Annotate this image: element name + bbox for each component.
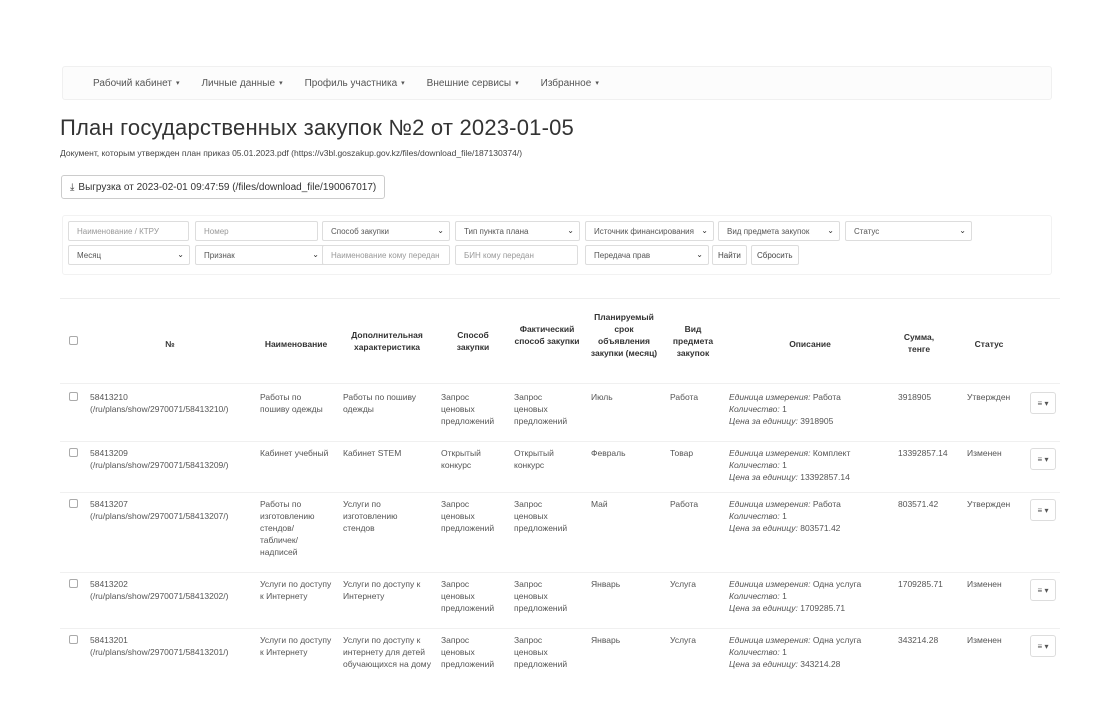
row-description: [729, 578, 889, 614]
row-status: Утвержден: [967, 499, 1011, 509]
row-id: 58413209: [90, 448, 128, 458]
sign-select[interactable]: [195, 245, 325, 265]
unit-label: Единица измерения:: [729, 579, 811, 589]
row-description: [729, 498, 889, 534]
qty-value: 1: [782, 647, 787, 657]
month-select[interactable]: [68, 245, 190, 265]
approval-document-link[interactable]: Документ, которым утвержден план приказ 05.01.2023.pdf (https://v3bl.goszakup.gov.kz/files/download_file/187130374/): [60, 148, 523, 158]
row-checkbox[interactable]: [69, 448, 78, 457]
row-month: Январь: [591, 635, 621, 645]
row-divider: [60, 441, 1060, 442]
row-actual-method: Запрос ценовых предложений: [514, 579, 568, 613]
chevron-down-icon: ▾: [595, 79, 599, 87]
row-divider: [60, 492, 1060, 493]
chevron-down-icon: ⌄: [312, 250, 319, 259]
row-subject-type: Работа: [670, 499, 699, 509]
unit-label: Единица измерения:: [729, 392, 811, 402]
rights-value: Передача прав: [594, 250, 651, 260]
page-title: План государственных закупок №2 от 2023-01-05: [60, 115, 574, 140]
row-actions-menu-icon[interactable]: ≡ ▾: [1030, 448, 1056, 470]
qty-value: 1: [782, 460, 787, 470]
price-label: Цена за единицу:: [729, 659, 798, 669]
download-label: Выгрузка от 2023-02-01 09:47:59 (/files/download_file/190067017): [78, 181, 377, 193]
subject-type-select[interactable]: [718, 221, 840, 241]
row-method: Запрос ценовых предложений: [441, 635, 495, 669]
row-month: Июль: [591, 392, 613, 402]
unit-value: Работа: [812, 392, 841, 402]
row-checkbox[interactable]: [69, 635, 78, 644]
row-actual-method: Открытый конкурс: [514, 448, 554, 470]
row-description: [729, 634, 889, 670]
row-actual-method: Запрос ценовых предложений: [514, 499, 568, 533]
rights-transfer-select[interactable]: [585, 245, 709, 265]
nav-dropdown-personal[interactable]: [201, 78, 282, 89]
qty-label: Количество:: [729, 647, 780, 657]
row-subject-type: Работа: [670, 392, 699, 402]
row-subject-type: Услуга: [670, 635, 696, 645]
nav-dropdown-cabinet[interactable]: [93, 78, 179, 89]
name-ktru-input[interactable]: Наименование / КТРУ: [68, 221, 189, 241]
nav-label: Профиль участника: [304, 77, 398, 89]
row-id: 58413201: [90, 635, 128, 645]
table-top-border: [60, 298, 1060, 299]
qty-label: Количество:: [729, 404, 780, 414]
desc-unit: [729, 634, 889, 646]
row-checkbox[interactable]: [69, 499, 78, 508]
qty-value: 1: [782, 511, 787, 521]
row-method: Запрос ценовых предложений: [441, 499, 495, 533]
desc-qty: [729, 646, 889, 658]
row-actions-menu-icon[interactable]: ≡ ▾: [1030, 499, 1056, 521]
unit-value: Одна услуга: [812, 579, 862, 589]
subject-type-value: Вид предмета закупок: [727, 226, 810, 236]
top-navbar: [62, 66, 1052, 100]
nav-dropdown-favorites[interactable]: [541, 78, 599, 89]
status-select[interactable]: [845, 221, 972, 241]
chevron-down-icon: ▾: [175, 79, 180, 87]
desc-unit: [729, 578, 889, 590]
row-id: 58413210: [90, 392, 128, 402]
nav-label: Рабочий кабинет: [93, 77, 172, 89]
chevron-down-icon: ⌄: [437, 226, 444, 235]
row-actual-method: Запрос ценовых предложений: [514, 635, 568, 669]
row-extra: Услуги по доступу к интернету для детей обучающихся на дому: [343, 635, 431, 669]
row-id: 58413207: [90, 499, 128, 509]
col-method: Способ закупки: [456, 330, 490, 352]
status-value: Статус: [854, 226, 880, 236]
row-name: Услуги по доступу к Интернету: [260, 579, 332, 601]
chevron-down-icon: ⌄: [696, 250, 703, 259]
row-link[interactable]: (/ru/plans/show/2970071/58413201/): [90, 647, 229, 657]
qty-label: Количество:: [729, 460, 780, 470]
row-sum: 3918905: [898, 392, 932, 402]
qty-value: 1: [782, 404, 787, 414]
col-actual-method: Фактический способ закупки: [514, 324, 580, 346]
chevron-down-icon: ⌄: [567, 226, 574, 235]
row-status: Изменен: [967, 448, 1002, 458]
row-status: Изменен: [967, 579, 1002, 589]
row-link[interactable]: (/ru/plans/show/2970071/58413210/): [90, 404, 229, 414]
col-status: Статус: [974, 339, 1004, 349]
qty-label: Количество:: [729, 511, 780, 521]
reset-button[interactable]: Сбросить: [751, 245, 799, 265]
row-actions-menu-icon[interactable]: ≡ ▾: [1030, 392, 1056, 414]
chevron-down-icon: ⌄: [827, 226, 834, 235]
qty-value: 1: [782, 591, 787, 601]
col-subject-type: Вид предмета закупок: [672, 324, 714, 358]
row-sum: 1709285.71: [898, 579, 943, 589]
col-number: №: [165, 339, 175, 349]
price-value: 3918905: [800, 416, 834, 426]
method-select-value: Способ закупки: [331, 226, 389, 236]
row-link[interactable]: (/ru/plans/show/2970071/58413209/): [90, 460, 229, 470]
row-extra: Кабинет STEM: [343, 448, 402, 458]
row-description: [729, 391, 889, 427]
nav-label: Личные данные: [201, 77, 276, 89]
row-extra: Услуги по доступу к Интернету: [343, 579, 421, 601]
sign-value: Признак: [204, 250, 235, 260]
price-label: Цена за единицу:: [729, 416, 798, 426]
nav-dropdown-profile[interactable]: [305, 78, 405, 89]
download-icon: ⤓: [70, 181, 75, 193]
row-name: Услуги по доступу к Интернету: [260, 635, 332, 657]
desc-qty: [729, 510, 889, 522]
col-sum: Сумма, тенге: [903, 332, 935, 354]
number-input[interactable]: Номер: [195, 221, 318, 241]
desc-unit: [729, 391, 889, 403]
desc-price: [729, 415, 889, 427]
row-actual-method: Запрос ценовых предложений: [514, 392, 568, 426]
chevron-down-icon: ⌄: [701, 226, 708, 235]
row-id: 58413202: [90, 579, 128, 589]
row-divider: [60, 572, 1060, 573]
row-sum: 343214.28: [898, 635, 939, 645]
row-extra: Услуги по изготовлению стендов: [343, 499, 398, 533]
row-link[interactable]: (/ru/plans/show/2970071/58413207/): [90, 511, 229, 521]
row-name: Кабинет учебный: [260, 448, 329, 458]
item-type-value: Тип пункта плана: [464, 226, 529, 236]
nav-dropdown-external[interactable]: [427, 78, 519, 89]
funding-value: Источник финансирования: [594, 226, 694, 236]
funding-source-select[interactable]: [585, 221, 714, 241]
price-value: 13392857.14: [800, 472, 850, 482]
row-month: Январь: [591, 579, 621, 589]
row-status: Изменен: [967, 635, 1002, 645]
row-name: Работы по пошиву одежды: [260, 392, 323, 414]
nav-label: Избранное: [540, 77, 592, 89]
price-label: Цена за единицу:: [729, 603, 798, 613]
row-name: Работы по изготовлению стендов/ табличек/ надписей: [260, 499, 315, 557]
unit-value: Работа: [812, 499, 841, 509]
row-status: Утвержден: [967, 392, 1011, 402]
price-value: 1709285.71: [800, 603, 846, 613]
row-actions-menu-icon[interactable]: ≡ ▾: [1030, 579, 1056, 601]
row-link[interactable]: (/ru/plans/show/2970071/58413202/): [90, 591, 229, 601]
price-value: 343214.28: [800, 659, 841, 669]
row-subject-type: Услуга: [670, 579, 696, 589]
chevron-down-icon: ▾: [401, 79, 405, 87]
row-month: Февраль: [591, 448, 626, 458]
month-value: Месяц: [77, 250, 102, 260]
item-type-select[interactable]: [455, 221, 580, 241]
desc-price: [729, 471, 889, 483]
download-export-button[interactable]: [61, 175, 385, 199]
desc-unit: [729, 447, 889, 459]
desc-qty: [729, 403, 889, 415]
col-planned-month: Планируемый срок объявления закупки (месяц): [590, 312, 658, 358]
row-method: Запрос ценовых предложений: [441, 392, 495, 426]
unit-label: Единица измерения:: [729, 499, 811, 509]
nav-label: Внешние сервисы: [426, 77, 512, 89]
desc-price: [729, 522, 889, 534]
transfer-name-input[interactable]: Наименование кому передан: [322, 245, 450, 265]
row-actions-menu-icon[interactable]: ≡ ▾: [1030, 635, 1056, 657]
chevron-down-icon: ▾: [279, 79, 283, 87]
desc-price: [729, 602, 889, 614]
desc-price: [729, 658, 889, 670]
chevron-down-icon: ⌄: [177, 250, 184, 259]
desc-qty: [729, 459, 889, 471]
row-checkbox[interactable]: [69, 579, 78, 588]
chevron-down-icon: ▾: [515, 79, 519, 87]
price-label: Цена за единицу:: [729, 472, 798, 482]
row-description: [729, 447, 889, 483]
row-method: Открытый конкурс: [441, 448, 481, 470]
unit-label: Единица измерения:: [729, 448, 811, 458]
unit-value: Комплект: [812, 448, 851, 458]
row-sum: 13392857.14: [898, 448, 948, 458]
col-description: Описание: [789, 339, 831, 349]
price-value: 803571.42: [800, 523, 841, 533]
price-label: Цена за единицу:: [729, 523, 798, 533]
row-extra: Работы по пошиву одежды: [343, 392, 417, 414]
qty-label: Количество:: [729, 591, 780, 601]
header-divider: [60, 383, 1060, 384]
bin-input[interactable]: БИН кому передан: [455, 245, 578, 265]
row-method: Запрос ценовых предложений: [441, 579, 495, 613]
desc-unit: [729, 498, 889, 510]
method-select[interactable]: [322, 221, 450, 241]
row-sum: 803571.42: [898, 499, 939, 509]
unit-value: Одна услуга: [812, 635, 862, 645]
col-name: Наименование: [264, 339, 328, 349]
col-extra: Дополнительная характеристика: [351, 330, 423, 352]
row-subject-type: Товар: [670, 448, 694, 458]
row-checkbox[interactable]: [69, 392, 78, 401]
select-all-checkbox[interactable]: [69, 336, 78, 345]
unit-label: Единица измерения:: [729, 635, 811, 645]
row-divider: [60, 628, 1060, 629]
chevron-down-icon: ⌄: [959, 226, 966, 235]
row-month: Май: [591, 499, 608, 509]
desc-qty: [729, 590, 889, 602]
find-button[interactable]: Найти: [712, 245, 747, 265]
